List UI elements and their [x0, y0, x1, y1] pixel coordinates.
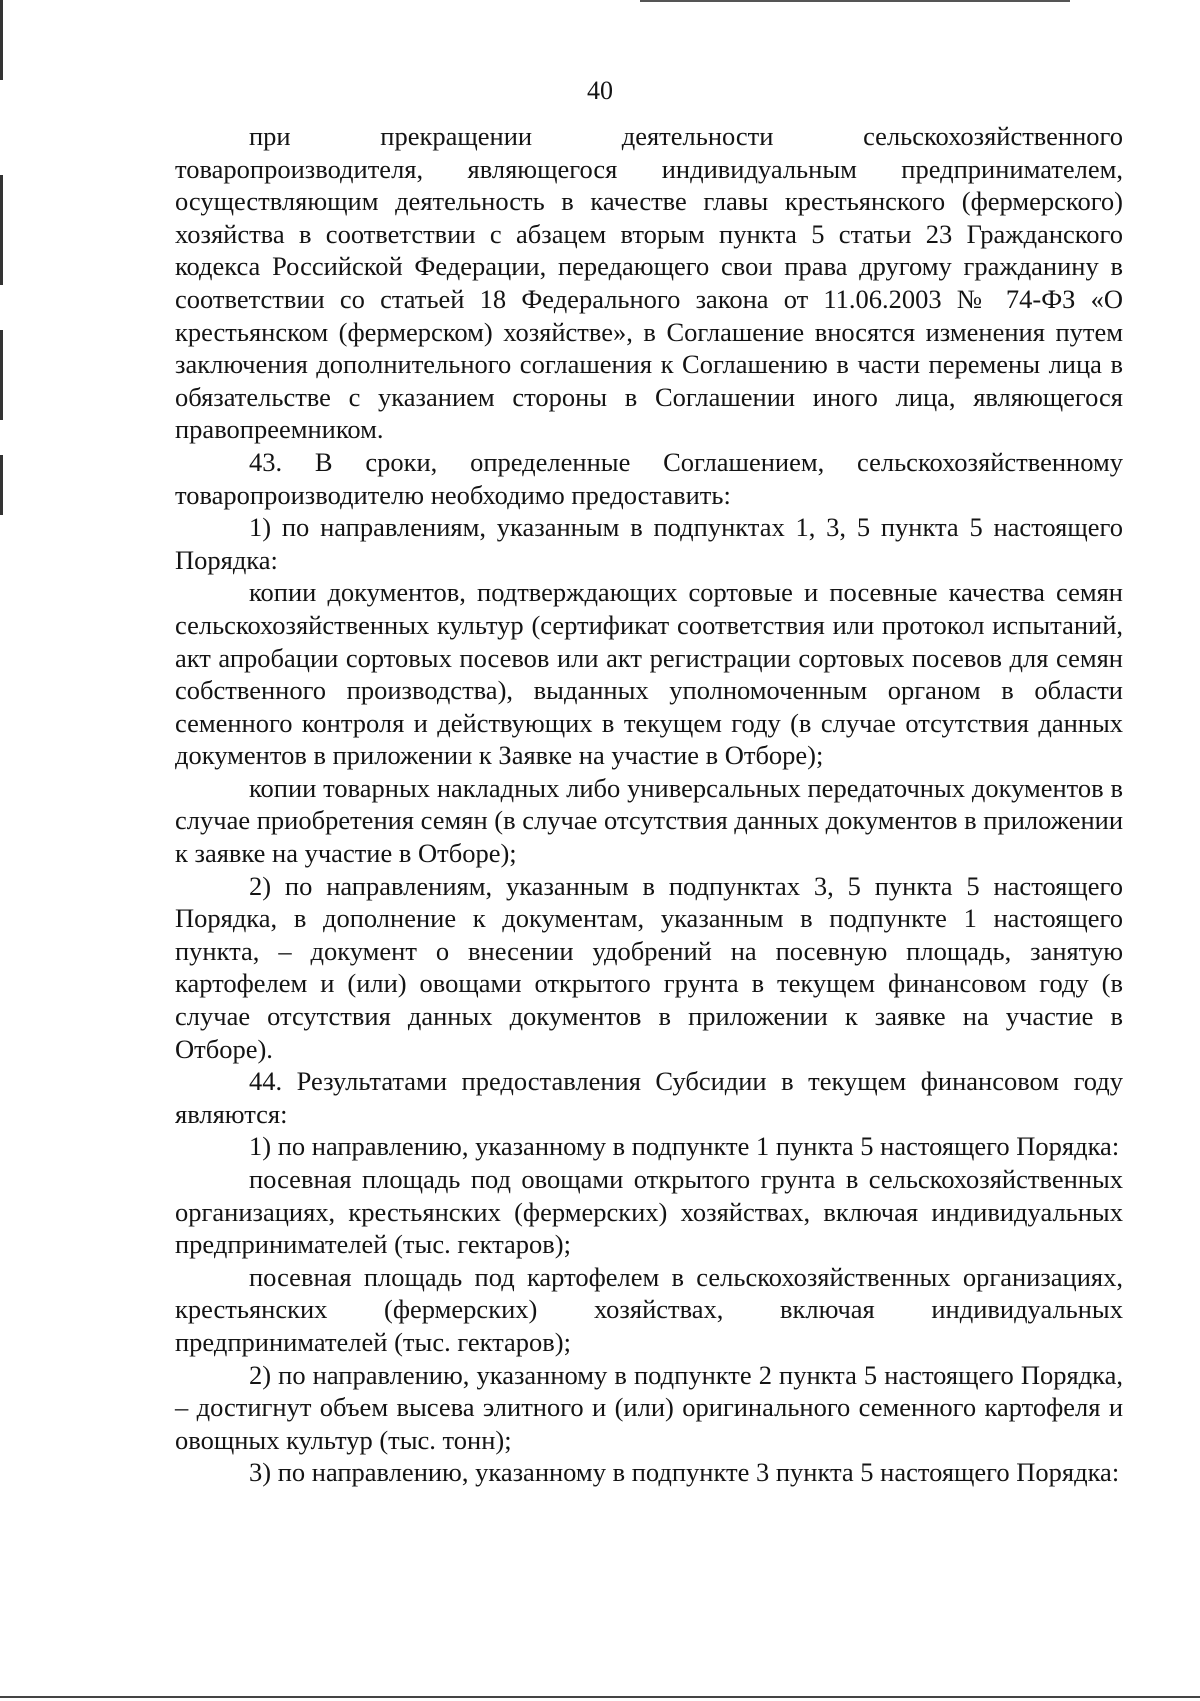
paragraph: посевная площадь под картофелем в сельскохозяйственных организациях, крестьянских (фермерских) хозяйствах, включая индивидуальных предпринимателей (тыс. гектаров);	[175, 1261, 1123, 1357]
paragraph: 2) по направлениям, указанным в подпунктах 3, 5 пункта 5 настоящего Порядка, в дополнение к документам, указанным в подпункте 1 настоящего пункта, – документ о внесении удобрений на посевную площадь, занятую картофелем и (или) овощами открытого грунта в текущем финансовом году (в случае отсутствия данных документов в приложении к заявке на участие в Отборе).	[175, 870, 1123, 1064]
scan-edge-left	[0, 0, 3, 80]
paragraph: 2) по направлению, указанному в подпункте 2 пункта 5 настоящего Порядка, – достигнут объем высева элитного и (или) оригинального семенного картофеля и овощных культур (тыс. тонн);	[175, 1359, 1123, 1455]
paragraph: при прекращении деятельности сельскохозяйственного товаропроизводителя, являющегося индивидуальным предпринимателем, осуществляющим деятельность в качестве главы крестьянского (фермерского) хозяйства в соответствии с абзацем вторым пункта 5 статьи 23 Гражданского кодекса Российской Федерации, передающего свои права другому гражданину в соответствии со статьей 18 Федерального закона от 11.06.2003 № 74-ФЗ «О крестьянском (фермерском) хозяйстве», в Соглашение вносятся изменения путем заключения дополнительного соглашения к Соглашению в части перемены лица в обязательстве с указанием стороны в Соглашении иного лица, являющегося правопреемником.	[175, 121, 1123, 445]
scan-edge-left	[0, 175, 3, 285]
paragraph: посевная площадь под овощами открытого грунта в сельскохозяйственных организациях, крестьянских (фермерских) хозяйствах, включая индивидуальных предпринимателей (тыс. гектаров);	[175, 1164, 1123, 1260]
scan-edge-left	[0, 455, 3, 515]
document-body	[175, 120, 1123, 1489]
scan-edge-bottom	[0, 1696, 1200, 1698]
paragraph: 44. Результатами предоставления Субсидии в текущем финансовом году являются:	[175, 1066, 1123, 1129]
paragraph: 43. В сроки, определенные Соглашением, сельскохозяйственному товаропроизводителю необходимо предоставить:	[175, 446, 1123, 510]
page-number: 40	[587, 76, 613, 105]
paragraph: копии документов, подтверждающих сортовые и посевные качества семян сельскохозяйственных культур (сертификат соответствия или протокол испытаний, акт апробации сортовых посевов или акт регистрации сортовых посевов для семян собственного производства), выданных уполномоченным органом в области семенного контроля и действующих в текущем году (в случае отсутствия данных документов в приложении к Заявке на участие в Отборе);	[175, 577, 1123, 771]
scan-edge-top	[640, 0, 1070, 2]
paragraph: копии товарных накладных либо универсальных передаточных документов в случае приобретения семян (в случае отсутствия данных документов в приложении к заявке на участие в Отборе);	[175, 772, 1123, 869]
paragraph: 3) по направлению, указанному в подпункте 3 пункта 5 настоящего Порядка:	[249, 1457, 1120, 1488]
scan-edge-left	[0, 330, 3, 420]
paragraph: 1) по направлению, указанному в подпункте 1 пункта 5 настоящего Порядка:	[249, 1131, 1120, 1162]
paragraph: 1) по направлениям, указанным в подпунктах 1, 3, 5 пункта 5 настоящего Порядка:	[175, 512, 1123, 575]
